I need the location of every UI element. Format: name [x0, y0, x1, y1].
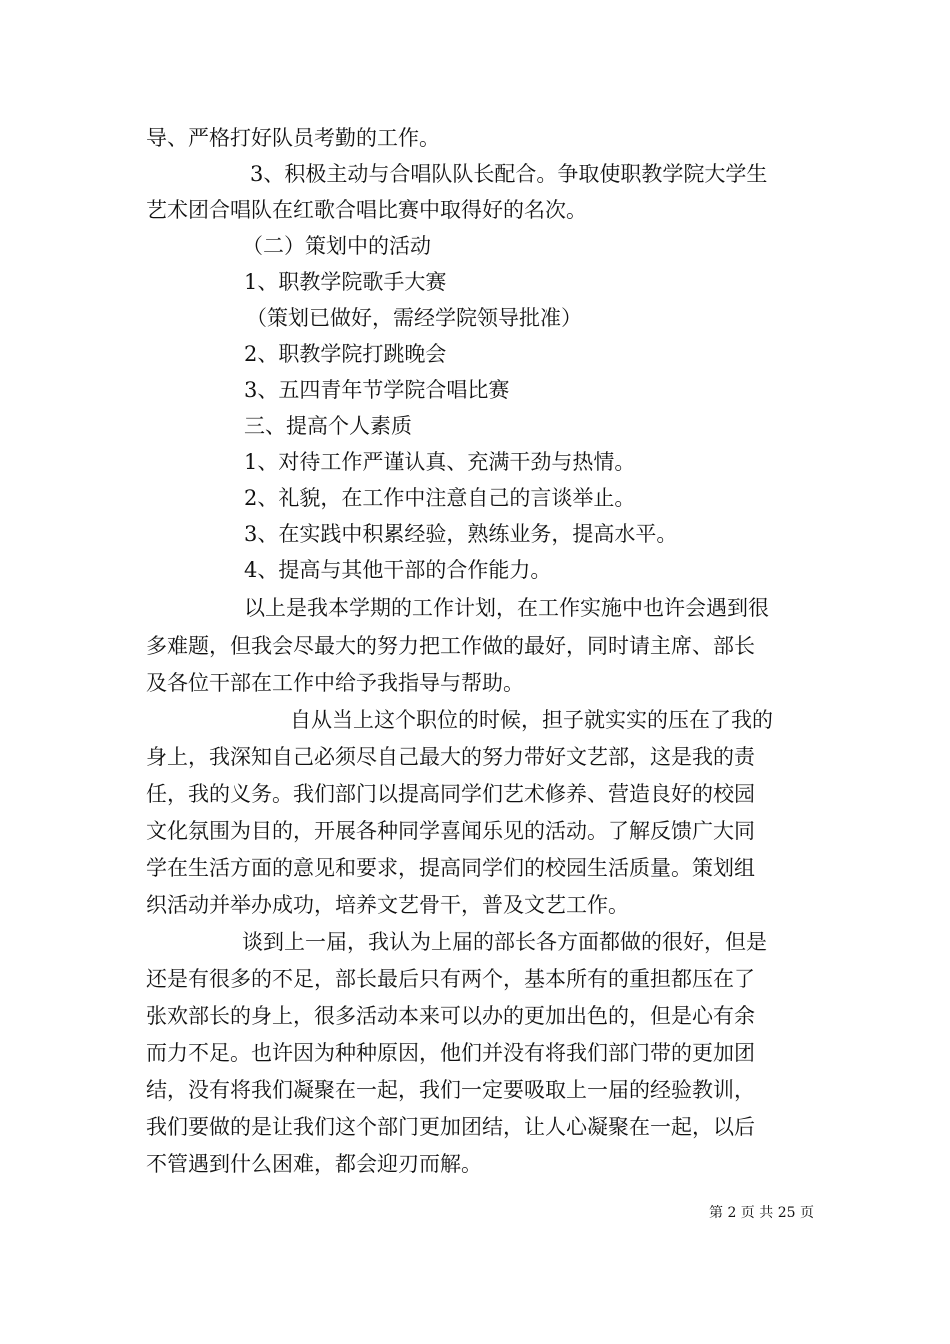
text-line: 我们要做的是让我们这个部门更加团结，让人心凝聚在一起，以后 — [146, 1115, 755, 1139]
text-line: 还是有很多的不足，部长最后只有两个，基本所有的重担都压在了 — [146, 967, 755, 991]
text-line: 文化氛围为目的，开展各种同学喜闻乐见的活动。了解反馈广大同 — [146, 819, 755, 843]
text-line: 结，没有将我们凝聚在一起，我们一定要吸取上一届的经验教训， — [146, 1078, 755, 1102]
text-line: 而力不足。也许因为种种原因，他们并没有将我们部门带的更加团 — [146, 1041, 755, 1065]
text-line: 2、职教学院打跳晚会 — [244, 342, 447, 366]
text-line: 及各位干部在工作中给予我指导与帮助。 — [146, 671, 524, 695]
text-line: 艺术团合唱队在红歌合唱比赛中取得好的名次。 — [146, 198, 587, 222]
text-line: 3、积极主动与合唱队队长配合。争取使职教学院大学生 — [250, 162, 768, 186]
text-line: 以上是我本学期的工作计划，在工作实施中也许会遇到很 — [244, 596, 769, 620]
text-line: 导、严格打好队员考勤的工作。 — [146, 126, 440, 150]
page-number: 第 2 页 共 25 页 — [709, 1205, 814, 1221]
text-line: 1、职教学院歌手大赛 — [244, 270, 447, 294]
text-line: 学在生活方面的意见和要求，提高同学们的校园生活质量。策划组 — [146, 856, 755, 880]
text-line: 不管遇到什么困难，都会迎刃而解。 — [146, 1152, 482, 1176]
text-line: 1、对待工作严谨认真、充满干劲与热情。 — [244, 450, 636, 474]
text-line: 2、礼貌，在工作中注意自己的言谈举止。 — [244, 486, 636, 510]
text-line: 身上，我深知自己必须尽自己最大的努力带好文艺部，这是我的责 — [146, 745, 755, 769]
text-line: 3、五四青年节学院合唱比赛 — [244, 378, 510, 402]
text-line: 任，我的义务。我们部门以提高同学们艺术修养、营造良好的校园 — [146, 782, 755, 806]
text-line: 张欢部长的身上，很多活动本来可以办的更加出色的，但是心有余 — [146, 1004, 755, 1028]
text-line: 自从当上这个职位的时候，担子就实实的压在了我的 — [290, 708, 773, 732]
section-heading: 三、提高个人素质 — [244, 414, 412, 438]
text-line: 谈到上一届，我认为上届的部长各方面都做的很好，但是 — [242, 930, 767, 954]
text-line: 3、在实践中积累经验，熟练业务，提高水平。 — [244, 522, 678, 546]
section-heading: （二）策划中的活动 — [242, 234, 431, 258]
text-line: 4、提高与其他干部的合作能力。 — [244, 558, 552, 582]
text-line: 多难题，但我会尽最大的努力把工作做的最好，同时请主席、部长 — [146, 634, 755, 658]
text-line: （策划已做好，需经学院领导批准） — [246, 306, 582, 330]
text-line: 织活动并举办成功，培养文艺骨干，普及文艺工作。 — [146, 893, 629, 917]
